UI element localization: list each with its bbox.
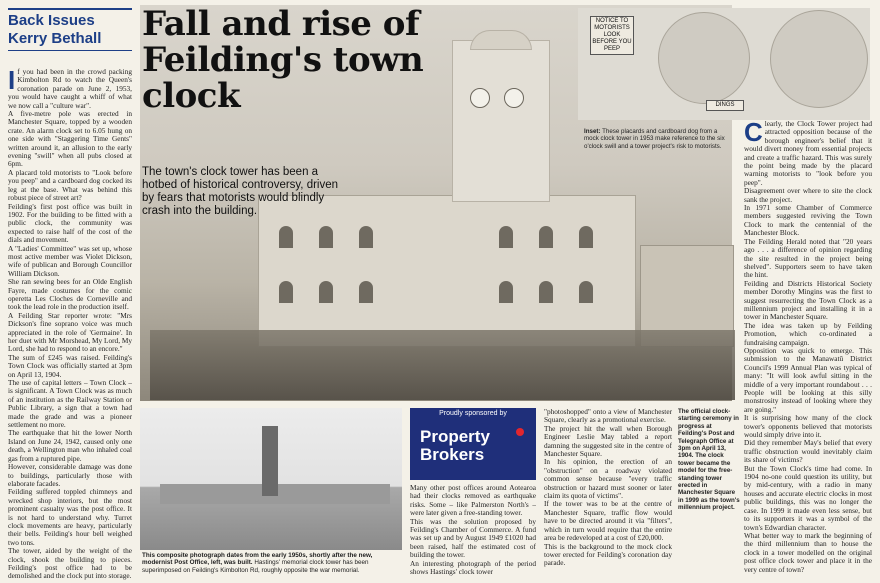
- article-column-right: [744, 120, 872, 580]
- paragraph: It is surprising how many of the clock tower's opponents believed that motorists would simply drive into it.: [744, 413, 872, 440]
- hastings-clock-tower: [262, 426, 278, 496]
- inset-photo: [578, 8, 870, 120]
- paragraph: "photoshopped" onto a view of Manchester Square, clearly as a promotional exercise.: [544, 408, 672, 425]
- paragraph: However, considerable damage was done to buildings, particularly those with elaborate facades.: [8, 462, 132, 488]
- clock-tower-dome: [470, 30, 532, 50]
- drop-cap: C: [744, 120, 763, 147]
- paragraph: Feilding suffered toppled chimneys and wrecked shop interiors, but the most prominent casualty was the post office. It is not hard to understand why. Turret clock movements are heavy, particularly their bells. Feilding's hour bell weighed two tons.: [8, 487, 132, 547]
- paragraph: learly, the Clock Tower project had attracted opposition because of the borough engineer's belief that it would divert money from essential projects and create a traffic hazard. This was surely the point being made by the placard warning motorists to "look before you peep".: [744, 120, 872, 187]
- paragraph: A Feilding Star reporter wrote: "Mrs Dickson's fine soprano voice was much appreciated in the role of 'Germaine'. In her duet with Mr Morshead, My Lord, My Lord, she had to respond to an encore.": [8, 310, 132, 354]
- crowd: [150, 330, 735, 400]
- paragraph: A placard told motorists to "Look before you peep" and a cardboard dog cocked its leg at the base. What was behind this robust piece of street art?: [8, 167, 132, 203]
- paragraph: The idea was taken up by Feilding Promotion, which co-ordinated a fundraising campaign.: [744, 320, 872, 347]
- paragraph: The earthquake that hit the lower North Island on June 24, 1942, caused only one death, a Wellington man who inhaled coal gas from a ruptured pipe.: [8, 428, 132, 463]
- drop-cap: I: [8, 68, 16, 95]
- paragraph: Feilding and Districts Historical Society member Dorothy Mingins was the first to suggest resurrecting the Town Clock as a millennium project and installing it in a tower in Manchester Square.: [744, 278, 872, 322]
- dog-cutout-image: [770, 10, 868, 108]
- paragraph: The sum of £245 was raised. Feilding's Town Clock was officially started at 3pm on April 13, 1904.: [8, 352, 132, 379]
- sponsor-box: [410, 408, 536, 480]
- article-column-mid-1: [410, 484, 536, 580]
- tower-photo-caption: The official clock-starting ceremony in progress at Feilding's Post and Telegraph Office at 3pm on April 13, 1904. The clock tower became the model for the free-standing tower erected in Manchester Square in 1999 as the town's millennium project.: [678, 408, 740, 512]
- placard-sign: NOTICE TO MOTORISTS LOOK BEFORE YOU PEEP: [590, 16, 634, 55]
- paragraph: But the Town Clock's time had come. In 1904 no-one could question its utility, but by mid-century, with a radio in many houses and accurate electric clocks in most public buildings, this was no longer the case. In 1999 it made even less sense, but to its supporters it was a symbol of the town's Edwardian character.: [744, 463, 872, 532]
- paragraph: The use of capital letters – Town Clock – is significant. A Town Clock was as much of an institution as the Railway Station or Public Library, a sign that a town had made the grade and was a pioneer settlement no more.: [8, 378, 132, 430]
- paragraph: This was the solution proposed by Feilding's Chamber of Commerce. A fund was set up and by August 1949 £1020 had been raised, half the estimated cost of building the tower.: [410, 516, 536, 560]
- article-column-1: [8, 68, 132, 580]
- paragraph: Disagreement over where to site the clock sank the project.: [744, 186, 872, 204]
- paragraph: Opposition was quick to emerge. This submission to the Manawatū District Council's 1999 Annual Plan was typical of many: "It will look awful sitting in the middle of a very important roundabout . . . People will be looking at this silly monstrosity instead of looking where they are going.": [744, 345, 872, 414]
- clock-face-icon: [504, 88, 524, 108]
- paragraph: What better way to mark the beginning of the third millennium than to house the clock in a tower modelled on the original post office clock tower and place it in the very centre of town?: [744, 530, 872, 574]
- paragraph: In his opinion, the erection of an "obstruction" on a roadway violated common sense because "every traffic obstruction or hazard must sooner or later claim its quota of victims".: [544, 457, 672, 501]
- paragraph: f you had been in the crowd packing Kimbolton Rd to watch the Queen's coronation parade on June 2, 1953, you would have caught a whiff of what we now call a "culture war".: [8, 68, 132, 110]
- paragraph: A "Ladies' Committee" was set up, whose most active member was Violet Dickson, wife of publican and Borough Councillor William Dickson.: [8, 243, 132, 278]
- placard-sign: DINGS: [706, 100, 744, 111]
- paragraph: Many other post offices around Aotearoa had their clocks removed as earthquake risks. Some – like Palmerston North's – were later given a free-standing tower.: [410, 484, 536, 518]
- section-header: [8, 8, 132, 51]
- headline: Fall and rise of Feilding's town clock: [142, 4, 424, 116]
- inset-caption: [584, 128, 730, 150]
- caption-text: Hastings' memorial clock tower has been superimposed on Feilding's Kimbolton Rd, roughly opposite the war memorial.: [142, 559, 369, 574]
- article-column-mid-2: [544, 408, 672, 580]
- sponsor-mark-icon: [516, 428, 524, 436]
- deck: The town's clock tower has been a hotbed of historical controversy, driven by fears that motorists would blindly crash into the building.: [142, 166, 339, 217]
- composite-photo-caption: [142, 552, 404, 574]
- paragraph: An interesting photograph of the period shows Hastings' clock tower: [410, 558, 536, 577]
- paragraph: This is the background to the mock clock tower erected for Feilding's coronation day parade.: [544, 541, 672, 568]
- author-byline: Kerry Bethall: [8, 30, 132, 51]
- caption-lead: This composite photograph dates from the early 1950s, shortly after the new, modernist Post Office, left, was built.: [142, 552, 373, 567]
- cardboard-dog-image: [658, 12, 750, 104]
- caption-text: These placards and cardboard dog from a mock clock tower in 1953 make reference to the six o'clock swill and a tower project's risk to motorists.: [584, 128, 725, 150]
- clock-face-icon: [470, 88, 490, 108]
- sponsor-label: Proudly sponsored by: [439, 410, 507, 417]
- paragraph: The project hit the wall when Borough Engineer Leslie May tabled a report damning the suggested site in the centre of Manchester Square.: [544, 423, 672, 459]
- paragraph: Did they remember May's belief that every traffic obstruction would inevitably claim its share of victims?: [744, 438, 872, 465]
- caption-label: Inset:: [584, 128, 601, 135]
- paragraph: She ran sewing bees for an Olde English Fayre, made costumes for the comic operetta Les Cloches de Corneville and took the lead role in the production itself.: [8, 277, 132, 312]
- section-title: Back Issues: [8, 8, 132, 30]
- paragraph: In 1971 some Chamber of Commerce members suggested reviving the Town Clock to mark the centennial of the Manchester Block.: [744, 203, 872, 238]
- paragraph: Feilding's first post office was built in 1902. For the building to be fitted with a public clock, the community was expected to raise half of the cost of the dials and movement.: [8, 201, 132, 245]
- paragraph: If the tower was to be at the centre of Manchester Square, traffic flow would have to be directed around it via "filters", which in turn would require that the entire area be redeveloped at a cost of £20,000.: [544, 499, 672, 543]
- paragraph: A five-metre pole was erected in Manchester Square, topped by a wooden crate. An alarm clock set to 6.05 hung on one side with "Staggering Time Gents" written around it, an allusion to the early evening "swill" when all pubs closed at 6pm.: [8, 109, 132, 169]
- composite-photo: [140, 408, 402, 550]
- paragraph: The tower, aided by the weight of the clock, shook the building to pieces. Feilding's post office had to be demolished and the clock put into storage.: [8, 546, 132, 580]
- clock-tower: [452, 40, 550, 202]
- sponsor-logo: Property Brokers: [420, 427, 490, 464]
- paragraph: The Feilding Herald noted that "20 years ago . . . a difference of opinion regarding the site resulted in the project being shelved". Supporters seem to have taken the hint.: [744, 236, 872, 280]
